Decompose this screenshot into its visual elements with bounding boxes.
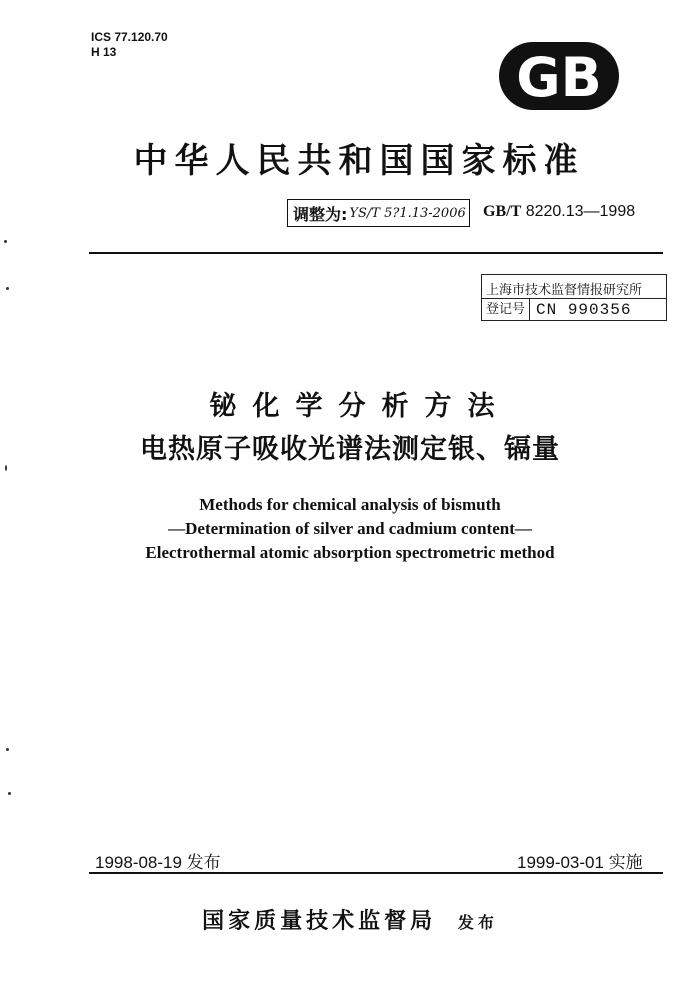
- stamp-number: CN 990356: [536, 300, 632, 319]
- adjustment-label: 调整为:: [293, 204, 348, 224]
- ics-code: ICS 77.120.70: [91, 30, 168, 44]
- chinese-title-line2: 电热原子吸收光谱法测定银、镉量: [140, 434, 560, 465]
- standard-number-value: 8220.13—1998: [525, 203, 636, 220]
- chinese-title-line1: 铋化学分析方法: [209, 391, 511, 422]
- scan-speck: [8, 792, 11, 795]
- english-title-line3: Electrothermal atomic absorption spectrometric method: [145, 543, 555, 562]
- standard-code: GB/T: [483, 203, 522, 220]
- issuer-name: 国家质量技术监督局: [202, 909, 437, 934]
- issue-date: 1998-08-19 发布: [95, 853, 221, 872]
- stamp-registration-row: [482, 299, 666, 320]
- english-title-line2: —Determination of silver and cadmium content—: [168, 519, 532, 538]
- gb-logo-icon: [497, 40, 621, 112]
- top-divider: [89, 252, 663, 254]
- scan-speck: [6, 748, 9, 751]
- scan-speck: [5, 465, 7, 471]
- registration-stamp: [481, 274, 667, 321]
- effective-date: 1999-03-01 实施: [517, 853, 643, 872]
- stamp-label: 登记号: [482, 299, 530, 320]
- gb-logo-text: GB: [516, 46, 602, 109]
- issuing-authority: [0, 904, 700, 935]
- stamp-institute: 上海市技术监督情报研究所: [486, 283, 643, 298]
- scan-speck: [4, 240, 7, 243]
- english-title-line1: Methods for chemical analysis of bismuth: [199, 495, 501, 514]
- scan-speck: [6, 287, 9, 290]
- adjustment-note: [287, 199, 470, 227]
- ccs-code: H 13: [91, 45, 117, 59]
- issuer-action: 发布: [457, 913, 498, 932]
- adjustment-value: YS/T 5?1.13-2006: [349, 205, 466, 221]
- standard-type-title: 中华人民共和国国家标准: [133, 141, 585, 181]
- classification-codes: [91, 30, 168, 60]
- standard-number: [483, 203, 635, 221]
- bottom-divider: [89, 872, 663, 874]
